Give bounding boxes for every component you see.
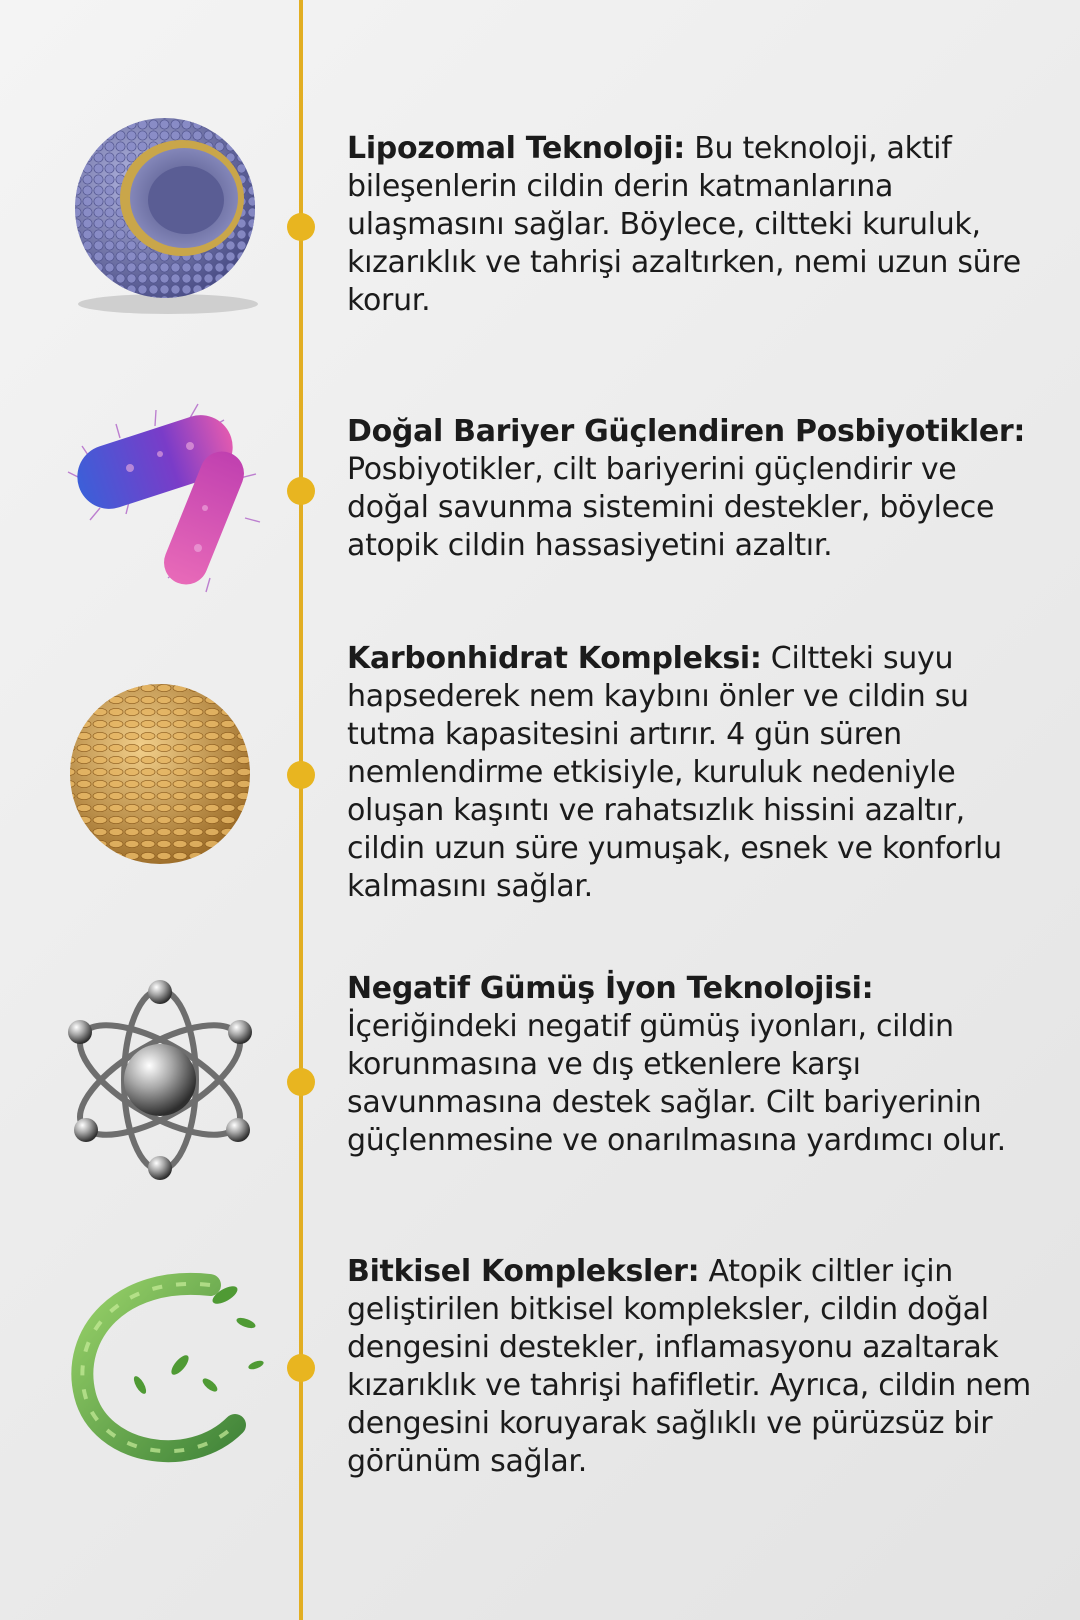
item-title: Doğal Bariyer Güçlendiren Posbiyotikler: [347,414,1026,449]
item-body: Ciltteki suyu hapsederek nem kaybını önler ve cildin su tutma kapasitesini artırır. 4 gün süren nemlendirme etkisiyle, kuruluk nedeniyle oluşan kaşıntı ve rahatsızlık hissini azaltır, cildin uzun süre yumuşak, esnek ve konforlu kalmasını sağlar. [347,641,1002,904]
item-body: Posbiyotikler, cilt bariyerini güçlendirir ve doğal savunma sistemini destekler, böylece atopik cildin hassasiyetini azaltır. [347,452,995,563]
timeline-dot [287,1068,315,1096]
liposome-icon [60,108,270,318]
item-title: Karbonhidrat Kompleksi: [347,641,762,676]
silver-atom-icon [60,980,270,1190]
timeline-dot [287,1354,315,1382]
item-body: İçeriğindeki negatif gümüş iyonları, cildin korunmasına ve dış etkenlere karşı savunmasına destek sağlar. Cilt bariyerinin güçlenmesine ve onarılmasına yardımcı olur. [347,1009,1006,1158]
item-title: Bitkisel Kompleksler: [347,1254,700,1289]
leaf-swirl-icon [60,1265,270,1475]
timeline-dot [287,477,315,505]
item-text-liposomal [347,130,1047,320]
item-title: Negatif Gümüş İyon Teknolojisi: [347,971,874,1006]
item-title: Lipozomal Teknoloji: [347,131,685,166]
item-body: Bu teknoloji, aktif bileşenlerin cildin derin katmanlarına ulaşmasını sağlar. Böylece, ciltteki kuruluk, kızarıklık ve tahrişi azaltırken, nemi uzun süre korur. [347,131,1021,318]
seed-ball-icon [60,670,270,880]
item-text-postbiotics [347,413,1047,565]
timeline-dot [287,761,315,789]
bacteria-icon [60,388,270,598]
item-text-botanical [347,1253,1047,1481]
item-body: Atopik ciltler için geliştirilen bitkisel kompleksler, cildin doğal dengesini destekler, inflamasyonu azaltarak kızarıklık ve tahrişi hafifletir. Ayrıca, cildin nem dengesini koruyarak sağlıklı ve pürüzsüz bir görünüm sağlar. [347,1254,1031,1479]
item-text-silver-ion [347,970,1047,1160]
timeline-dot [287,213,315,241]
item-text-carbohydrate [347,640,1047,906]
